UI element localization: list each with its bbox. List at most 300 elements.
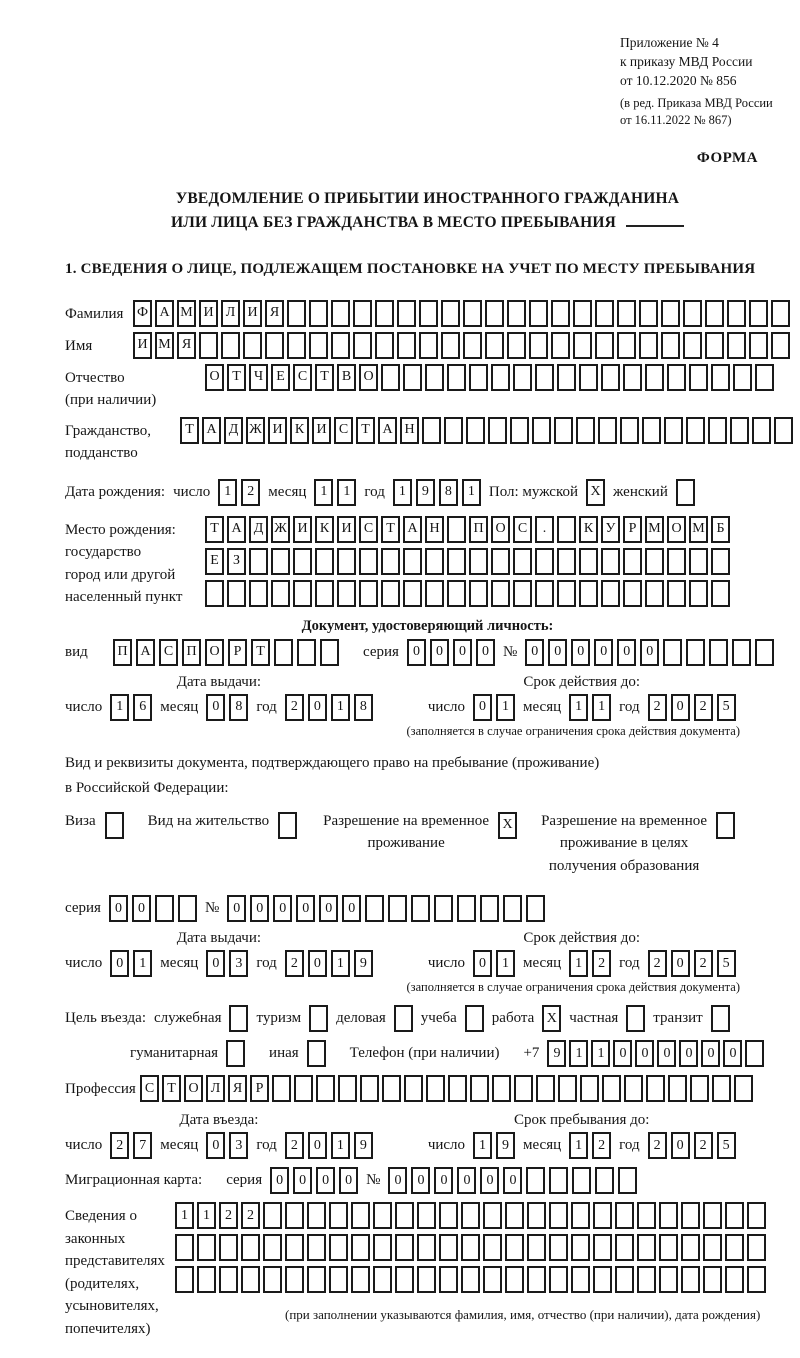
char-box[interactable] xyxy=(373,1234,392,1261)
char-box[interactable]: С xyxy=(334,417,353,444)
char-box[interactable]: К xyxy=(315,516,334,543)
char-box[interactable]: 0 xyxy=(308,694,327,721)
char-box[interactable] xyxy=(395,1266,414,1293)
char-box[interactable]: 0 xyxy=(594,639,613,666)
char-box[interactable] xyxy=(463,332,482,359)
char-box[interactable]: П xyxy=(469,516,488,543)
char-box[interactable] xyxy=(447,516,466,543)
char-box[interactable] xyxy=(711,548,730,575)
char-box[interactable] xyxy=(711,580,730,607)
char-box[interactable] xyxy=(645,364,664,391)
char-box[interactable] xyxy=(752,417,771,444)
purpose-tourism-checkbox[interactable] xyxy=(309,1005,328,1032)
char-box[interactable] xyxy=(681,1202,700,1229)
char-box[interactable] xyxy=(426,1075,445,1102)
char-box[interactable] xyxy=(571,1234,590,1261)
char-box[interactable] xyxy=(659,1202,678,1229)
char-box[interactable]: 0 xyxy=(671,694,690,721)
char-box[interactable]: И xyxy=(243,300,262,327)
char-box[interactable] xyxy=(601,548,620,575)
char-box[interactable]: О xyxy=(667,516,686,543)
char-box[interactable]: 1 xyxy=(496,950,515,977)
char-box[interactable] xyxy=(637,1234,656,1261)
char-box[interactable] xyxy=(197,1234,216,1261)
char-box[interactable] xyxy=(734,1075,753,1102)
char-box[interactable]: В xyxy=(337,364,356,391)
char-box[interactable]: М xyxy=(645,516,664,543)
char-box[interactable] xyxy=(285,1234,304,1261)
char-box[interactable] xyxy=(668,1075,687,1102)
char-box[interactable]: Т xyxy=(227,364,246,391)
char-box[interactable]: 1 xyxy=(110,694,129,721)
char-box[interactable]: 0 xyxy=(679,1040,698,1067)
char-box[interactable]: Р xyxy=(623,516,642,543)
char-box[interactable] xyxy=(727,300,746,327)
char-box[interactable] xyxy=(441,300,460,327)
char-box[interactable] xyxy=(480,895,499,922)
char-box[interactable] xyxy=(274,639,293,666)
char-box[interactable] xyxy=(457,895,476,922)
char-box[interactable]: 8 xyxy=(354,694,373,721)
char-box[interactable] xyxy=(598,417,617,444)
char-box[interactable]: 0 xyxy=(339,1167,358,1194)
char-box[interactable] xyxy=(241,1266,260,1293)
char-box[interactable] xyxy=(505,1202,524,1229)
residence-permit-checkbox[interactable] xyxy=(278,810,297,839)
char-box[interactable] xyxy=(507,300,526,327)
char-box[interactable] xyxy=(287,332,306,359)
char-box[interactable] xyxy=(329,1266,348,1293)
char-box[interactable]: О xyxy=(359,364,378,391)
char-box[interactable]: 2 xyxy=(592,950,611,977)
char-box[interactable] xyxy=(532,417,551,444)
char-box[interactable] xyxy=(557,516,576,543)
char-box[interactable] xyxy=(526,1167,545,1194)
char-box[interactable] xyxy=(703,1266,722,1293)
char-box[interactable]: 0 xyxy=(319,895,338,922)
char-box[interactable]: 0 xyxy=(671,1132,690,1159)
char-box[interactable] xyxy=(315,580,334,607)
char-box[interactable]: Я xyxy=(228,1075,247,1102)
char-box[interactable]: 0 xyxy=(635,1040,654,1067)
char-box[interactable] xyxy=(709,639,728,666)
char-box[interactable] xyxy=(469,580,488,607)
char-box[interactable] xyxy=(448,1075,467,1102)
char-box[interactable] xyxy=(549,1167,568,1194)
char-box[interactable]: Ж xyxy=(271,516,290,543)
char-box[interactable]: 0 xyxy=(342,895,361,922)
char-box[interactable] xyxy=(271,548,290,575)
char-box[interactable]: X xyxy=(542,1005,561,1032)
char-box[interactable]: 2 xyxy=(592,1132,611,1159)
char-box[interactable] xyxy=(749,300,768,327)
char-box[interactable] xyxy=(549,1266,568,1293)
char-box[interactable] xyxy=(623,580,642,607)
char-box[interactable] xyxy=(403,548,422,575)
char-box[interactable]: 0 xyxy=(480,1167,499,1194)
char-box[interactable] xyxy=(601,364,620,391)
purpose-private-checkbox[interactable] xyxy=(626,1005,645,1032)
char-box[interactable]: 0 xyxy=(571,639,590,666)
char-box[interactable]: 2 xyxy=(219,1202,238,1229)
char-box[interactable] xyxy=(595,300,614,327)
char-box[interactable]: Р xyxy=(228,639,247,666)
char-box[interactable] xyxy=(444,417,463,444)
char-box[interactable] xyxy=(388,895,407,922)
char-box[interactable]: 0 xyxy=(109,895,128,922)
char-box[interactable] xyxy=(329,1202,348,1229)
char-box[interactable] xyxy=(175,1234,194,1261)
char-box[interactable]: 8 xyxy=(229,694,248,721)
char-box[interactable]: Д xyxy=(224,417,243,444)
char-box[interactable] xyxy=(359,548,378,575)
char-box[interactable] xyxy=(263,1202,282,1229)
char-box[interactable] xyxy=(417,1234,436,1261)
char-box[interactable] xyxy=(175,1266,194,1293)
char-box[interactable] xyxy=(557,364,576,391)
char-box[interactable] xyxy=(771,300,790,327)
char-box[interactable] xyxy=(309,332,328,359)
char-box[interactable]: А xyxy=(403,516,422,543)
char-box[interactable] xyxy=(469,548,488,575)
char-box[interactable] xyxy=(712,1075,731,1102)
char-box[interactable] xyxy=(229,1005,248,1032)
char-box[interactable]: 5 xyxy=(717,1132,736,1159)
char-box[interactable] xyxy=(683,300,702,327)
char-box[interactable] xyxy=(645,548,664,575)
char-box[interactable]: 2 xyxy=(241,479,260,506)
char-box[interactable]: 1 xyxy=(393,479,412,506)
char-box[interactable] xyxy=(365,895,384,922)
char-box[interactable] xyxy=(663,639,682,666)
char-box[interactable] xyxy=(579,548,598,575)
char-box[interactable]: 5 xyxy=(717,694,736,721)
char-box[interactable]: 2 xyxy=(285,1132,304,1159)
char-box[interactable] xyxy=(294,1075,313,1102)
char-box[interactable] xyxy=(510,417,529,444)
char-box[interactable] xyxy=(465,1005,484,1032)
char-box[interactable] xyxy=(441,332,460,359)
char-box[interactable] xyxy=(554,417,573,444)
char-box[interactable] xyxy=(397,300,416,327)
char-box[interactable] xyxy=(351,1234,370,1261)
char-box[interactable] xyxy=(642,417,661,444)
char-box[interactable] xyxy=(359,580,378,607)
purpose-other-checkbox[interactable] xyxy=(307,1040,326,1067)
char-box[interactable] xyxy=(491,364,510,391)
purpose-official-checkbox[interactable] xyxy=(229,1005,248,1032)
char-box[interactable]: 7 xyxy=(133,1132,152,1159)
char-box[interactable]: 1 xyxy=(569,694,588,721)
char-box[interactable] xyxy=(747,1234,766,1261)
char-box[interactable] xyxy=(527,1266,546,1293)
char-box[interactable] xyxy=(483,1202,502,1229)
char-box[interactable] xyxy=(353,300,372,327)
char-box[interactable]: А xyxy=(378,417,397,444)
char-box[interactable]: И xyxy=(337,516,356,543)
char-box[interactable] xyxy=(463,300,482,327)
char-box[interactable]: К xyxy=(579,516,598,543)
char-box[interactable] xyxy=(645,580,664,607)
char-box[interactable] xyxy=(272,1075,291,1102)
char-box[interactable] xyxy=(579,580,598,607)
char-box[interactable] xyxy=(404,1075,423,1102)
char-box[interactable] xyxy=(551,332,570,359)
char-box[interactable] xyxy=(725,1234,744,1261)
char-box[interactable]: 2 xyxy=(694,950,713,977)
char-box[interactable] xyxy=(667,548,686,575)
char-box[interactable]: 0 xyxy=(548,639,567,666)
char-box[interactable]: 1 xyxy=(569,1040,588,1067)
char-box[interactable]: Р xyxy=(250,1075,269,1102)
char-box[interactable]: 0 xyxy=(206,694,225,721)
char-box[interactable]: 1 xyxy=(133,950,152,977)
char-box[interactable] xyxy=(505,1266,524,1293)
char-box[interactable] xyxy=(514,1075,533,1102)
char-box[interactable] xyxy=(425,548,444,575)
char-box[interactable]: О xyxy=(184,1075,203,1102)
char-box[interactable] xyxy=(491,580,510,607)
char-box[interactable] xyxy=(681,1266,700,1293)
char-box[interactable] xyxy=(637,1202,656,1229)
char-box[interactable] xyxy=(381,580,400,607)
char-box[interactable]: 1 xyxy=(569,1132,588,1159)
char-box[interactable] xyxy=(747,1266,766,1293)
char-box[interactable] xyxy=(557,548,576,575)
char-box[interactable] xyxy=(425,580,444,607)
char-box[interactable]: А xyxy=(136,639,155,666)
char-box[interactable] xyxy=(337,580,356,607)
char-box[interactable]: А xyxy=(227,516,246,543)
char-box[interactable] xyxy=(381,364,400,391)
char-box[interactable] xyxy=(466,417,485,444)
char-box[interactable] xyxy=(382,1075,401,1102)
char-box[interactable] xyxy=(243,332,262,359)
char-box[interactable] xyxy=(307,1234,326,1261)
char-box[interactable] xyxy=(705,332,724,359)
char-box[interactable] xyxy=(226,1040,245,1067)
char-box[interactable] xyxy=(580,1075,599,1102)
char-box[interactable]: 8 xyxy=(439,479,458,506)
char-box[interactable] xyxy=(307,1202,326,1229)
char-box[interactable] xyxy=(513,548,532,575)
char-box[interactable]: 1 xyxy=(592,694,611,721)
char-box[interactable]: 1 xyxy=(197,1202,216,1229)
char-box[interactable]: С xyxy=(293,364,312,391)
char-box[interactable]: 2 xyxy=(285,694,304,721)
char-box[interactable] xyxy=(461,1234,480,1261)
char-box[interactable] xyxy=(558,1075,577,1102)
char-box[interactable]: 1 xyxy=(175,1202,194,1229)
char-box[interactable]: 9 xyxy=(416,479,435,506)
char-box[interactable]: 0 xyxy=(613,1040,632,1067)
purpose-study-checkbox[interactable] xyxy=(465,1005,484,1032)
char-box[interactable] xyxy=(535,364,554,391)
char-box[interactable] xyxy=(623,548,642,575)
char-box[interactable] xyxy=(351,1266,370,1293)
char-box[interactable] xyxy=(686,639,705,666)
char-box[interactable] xyxy=(309,1005,328,1032)
char-box[interactable] xyxy=(285,1266,304,1293)
char-box[interactable] xyxy=(637,1266,656,1293)
char-box[interactable] xyxy=(617,332,636,359)
char-box[interactable]: И xyxy=(199,300,218,327)
char-box[interactable]: О xyxy=(205,364,224,391)
char-box[interactable] xyxy=(105,812,124,839)
char-box[interactable] xyxy=(535,580,554,607)
char-box[interactable] xyxy=(617,300,636,327)
char-box[interactable] xyxy=(403,364,422,391)
char-box[interactable]: 1 xyxy=(462,479,481,506)
char-box[interactable]: М xyxy=(155,332,174,359)
char-box[interactable]: 0 xyxy=(270,1167,289,1194)
char-box[interactable] xyxy=(711,1005,730,1032)
char-box[interactable]: П xyxy=(113,639,132,666)
char-box[interactable] xyxy=(549,1202,568,1229)
char-box[interactable]: 2 xyxy=(648,950,667,977)
char-box[interactable]: 2 xyxy=(110,1132,129,1159)
char-box[interactable] xyxy=(576,417,595,444)
char-box[interactable]: 0 xyxy=(723,1040,742,1067)
char-box[interactable] xyxy=(395,1202,414,1229)
char-box[interactable]: 0 xyxy=(227,895,246,922)
char-box[interactable] xyxy=(571,1202,590,1229)
char-box[interactable]: 3 xyxy=(229,1132,248,1159)
char-box[interactable] xyxy=(309,300,328,327)
char-box[interactable] xyxy=(395,1234,414,1261)
char-box[interactable]: 2 xyxy=(648,694,667,721)
char-box[interactable] xyxy=(615,1266,634,1293)
char-box[interactable] xyxy=(287,300,306,327)
char-box[interactable]: X xyxy=(586,479,605,506)
temp-residence-checkbox[interactable] xyxy=(498,810,517,839)
char-box[interactable]: 0 xyxy=(110,950,129,977)
char-box[interactable] xyxy=(602,1075,621,1102)
char-box[interactable]: Е xyxy=(205,548,224,575)
char-box[interactable] xyxy=(659,1234,678,1261)
char-box[interactable] xyxy=(689,580,708,607)
char-box[interactable] xyxy=(708,417,727,444)
char-box[interactable] xyxy=(263,1266,282,1293)
char-box[interactable] xyxy=(403,580,422,607)
char-box[interactable]: 1 xyxy=(337,479,356,506)
char-box[interactable]: Ф xyxy=(133,300,152,327)
char-box[interactable] xyxy=(461,1266,480,1293)
char-box[interactable] xyxy=(593,1234,612,1261)
char-box[interactable]: Я xyxy=(177,332,196,359)
char-box[interactable] xyxy=(315,548,334,575)
char-box[interactable]: А xyxy=(202,417,221,444)
char-box[interactable] xyxy=(375,300,394,327)
char-box[interactable] xyxy=(360,1075,379,1102)
male-checkbox[interactable] xyxy=(586,479,605,506)
char-box[interactable]: 0 xyxy=(206,950,225,977)
char-box[interactable]: А xyxy=(155,300,174,327)
char-box[interactable]: 0 xyxy=(273,895,292,922)
char-box[interactable] xyxy=(397,332,416,359)
char-box[interactable]: Т xyxy=(205,516,224,543)
char-box[interactable] xyxy=(595,1167,614,1194)
char-box[interactable]: Л xyxy=(206,1075,225,1102)
char-box[interactable]: 0 xyxy=(308,1132,327,1159)
char-box[interactable]: И xyxy=(312,417,331,444)
char-box[interactable] xyxy=(557,580,576,607)
char-box[interactable] xyxy=(620,417,639,444)
char-box[interactable]: Ч xyxy=(249,364,268,391)
char-box[interactable] xyxy=(197,1266,216,1293)
char-box[interactable] xyxy=(331,332,350,359)
char-box[interactable] xyxy=(535,548,554,575)
char-box[interactable] xyxy=(639,300,658,327)
char-box[interactable]: 5 xyxy=(717,950,736,977)
char-box[interactable] xyxy=(711,364,730,391)
char-box[interactable] xyxy=(469,364,488,391)
char-box[interactable] xyxy=(659,1266,678,1293)
purpose-business-checkbox[interactable] xyxy=(394,1005,413,1032)
char-box[interactable] xyxy=(703,1202,722,1229)
char-box[interactable]: 0 xyxy=(473,694,492,721)
char-box[interactable] xyxy=(601,580,620,607)
char-box[interactable] xyxy=(593,1202,612,1229)
char-box[interactable]: О xyxy=(205,639,224,666)
char-box[interactable] xyxy=(417,1266,436,1293)
char-box[interactable] xyxy=(503,895,522,922)
char-box[interactable] xyxy=(623,364,642,391)
char-box[interactable] xyxy=(293,580,312,607)
char-box[interactable] xyxy=(227,580,246,607)
char-box[interactable] xyxy=(749,332,768,359)
char-box[interactable] xyxy=(667,364,686,391)
char-box[interactable]: 1 xyxy=(473,1132,492,1159)
char-box[interactable]: К xyxy=(290,417,309,444)
char-box[interactable] xyxy=(686,417,705,444)
char-box[interactable] xyxy=(271,580,290,607)
char-box[interactable] xyxy=(683,332,702,359)
purpose-work-checkbox[interactable] xyxy=(542,1005,561,1032)
char-box[interactable] xyxy=(572,1167,591,1194)
char-box[interactable] xyxy=(755,639,774,666)
char-box[interactable] xyxy=(199,332,218,359)
char-box[interactable]: X xyxy=(498,812,517,839)
char-box[interactable]: 0 xyxy=(316,1167,335,1194)
char-box[interactable]: 0 xyxy=(407,639,426,666)
char-box[interactable] xyxy=(513,580,532,607)
char-box[interactable] xyxy=(483,1234,502,1261)
char-box[interactable]: 0 xyxy=(657,1040,676,1067)
char-box[interactable] xyxy=(419,332,438,359)
char-box[interactable] xyxy=(419,300,438,327)
char-box[interactable] xyxy=(527,1234,546,1261)
char-box[interactable]: 0 xyxy=(430,639,449,666)
char-box[interactable] xyxy=(394,1005,413,1032)
char-box[interactable] xyxy=(615,1234,634,1261)
char-box[interactable] xyxy=(373,1266,392,1293)
char-box[interactable] xyxy=(529,332,548,359)
char-box[interactable] xyxy=(689,364,708,391)
char-box[interactable] xyxy=(615,1202,634,1229)
char-box[interactable]: Т xyxy=(356,417,375,444)
char-box[interactable] xyxy=(263,1234,282,1261)
char-box[interactable]: 3 xyxy=(229,950,248,977)
char-box[interactable] xyxy=(249,580,268,607)
char-box[interactable] xyxy=(507,332,526,359)
char-box[interactable] xyxy=(595,332,614,359)
char-box[interactable] xyxy=(689,548,708,575)
char-box[interactable] xyxy=(434,895,453,922)
char-box[interactable]: Т xyxy=(315,364,334,391)
char-box[interactable]: Я xyxy=(265,300,284,327)
char-box[interactable] xyxy=(297,639,316,666)
